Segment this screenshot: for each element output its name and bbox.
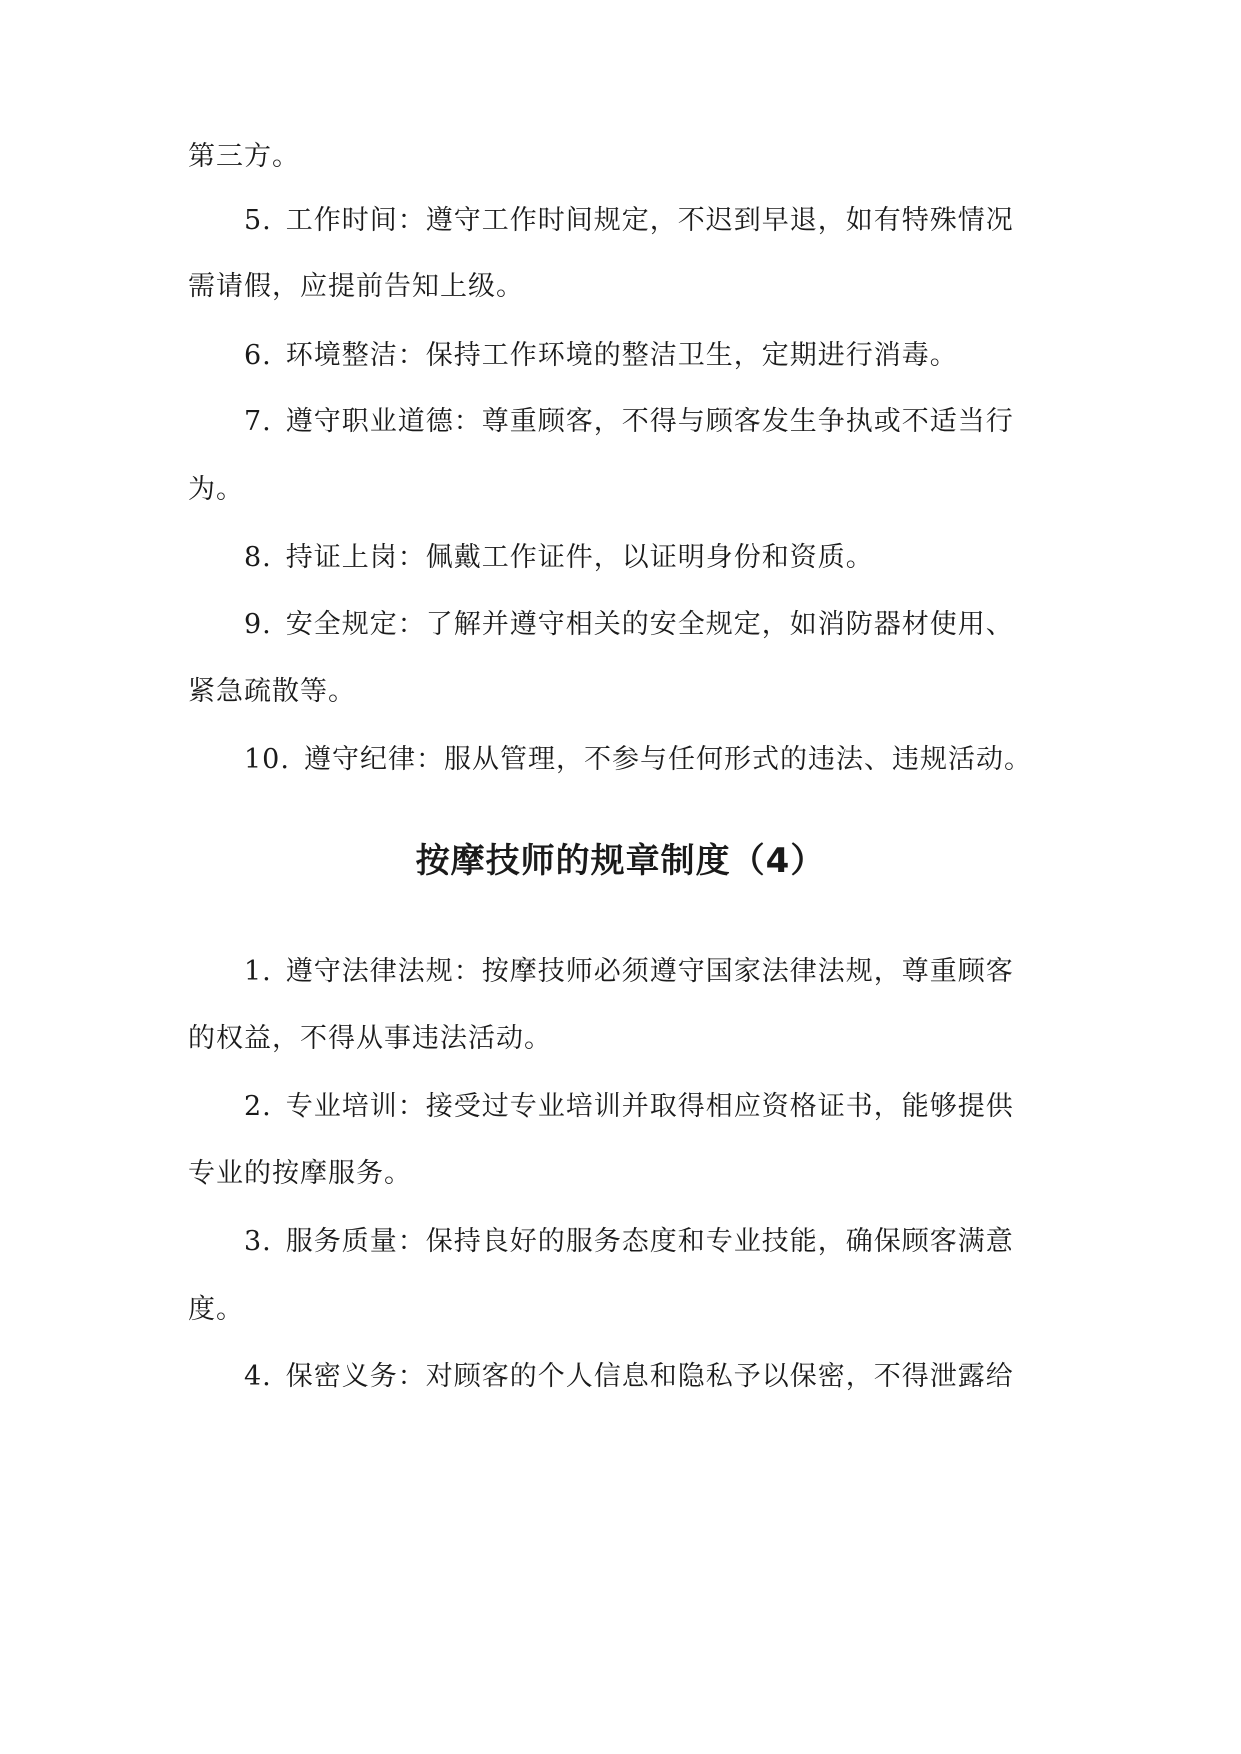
list-item-1-continuation: 的权益，不得从事违法活动。	[188, 1023, 552, 1054]
list-item-number: 7.	[244, 406, 272, 437]
list-item-10	[244, 740, 1032, 780]
list-item-number: 4.	[244, 1361, 272, 1392]
paragraph-continuation: 第三方。	[188, 141, 300, 172]
list-item-1	[244, 952, 1014, 992]
list-item-number: 6.	[244, 340, 272, 371]
list-item-7-continuation: 为。	[188, 474, 244, 505]
list-item-text: 安全规定：了解并遵守相关的安全规定，如消防器材使用、	[285, 609, 1014, 640]
list-item-text: 服务质量：保持良好的服务态度和专业技能，确保顾客满意	[285, 1226, 1014, 1257]
section-heading: 按摩技师的规章制度（4）	[415, 841, 826, 881]
list-item-text: 保密义务：对顾客的个人信息和隐私予以保密，不得泄露给	[285, 1361, 1014, 1392]
list-item-number: 9.	[244, 609, 272, 640]
list-item-text: 遵守职业道德：尊重顾客，不得与顾客发生争执或不适当行	[285, 406, 1014, 437]
list-item-9	[244, 605, 1014, 645]
list-item-number: 10.	[244, 744, 290, 775]
list-item-number: 8.	[244, 542, 272, 573]
list-item-3	[244, 1222, 1014, 1262]
list-item-8	[244, 538, 874, 578]
list-item-9-continuation: 紧急疏散等。	[188, 676, 356, 707]
list-item-number: 3.	[244, 1226, 272, 1257]
list-item-2-continuation: 专业的按摩服务。	[188, 1158, 412, 1189]
list-item-number: 5.	[244, 205, 272, 236]
list-item-4	[244, 1357, 1014, 1397]
list-item-text: 工作时间：遵守工作时间规定，不迟到早退，如有特殊情况	[285, 205, 1014, 236]
list-item-3-continuation: 度。	[188, 1294, 244, 1325]
list-item-number: 2.	[244, 1091, 272, 1122]
list-item-text: 环境整洁：保持工作环境的整洁卫生，定期进行消毒。	[285, 340, 958, 371]
list-item-5	[244, 201, 1014, 241]
list-item-2	[244, 1087, 1014, 1127]
list-item-6	[244, 336, 958, 376]
list-item-text: 持证上岗：佩戴工作证件，以证明身份和资质。	[285, 542, 874, 573]
list-item-text: 遵守法律法规：按摩技师必须遵守国家法律法规，尊重顾客	[285, 956, 1014, 987]
list-item-text: 遵守纪律：服从管理，不参与任何形式的违法、违规活动。	[303, 744, 1032, 775]
list-item-5-continuation: 需请假，应提前告知上级。	[188, 271, 524, 302]
list-item-7	[244, 402, 1014, 442]
list-item-number: 1.	[244, 956, 272, 987]
list-item-text: 专业培训：接受过专业培训并取得相应资格证书，能够提供	[285, 1091, 1014, 1122]
